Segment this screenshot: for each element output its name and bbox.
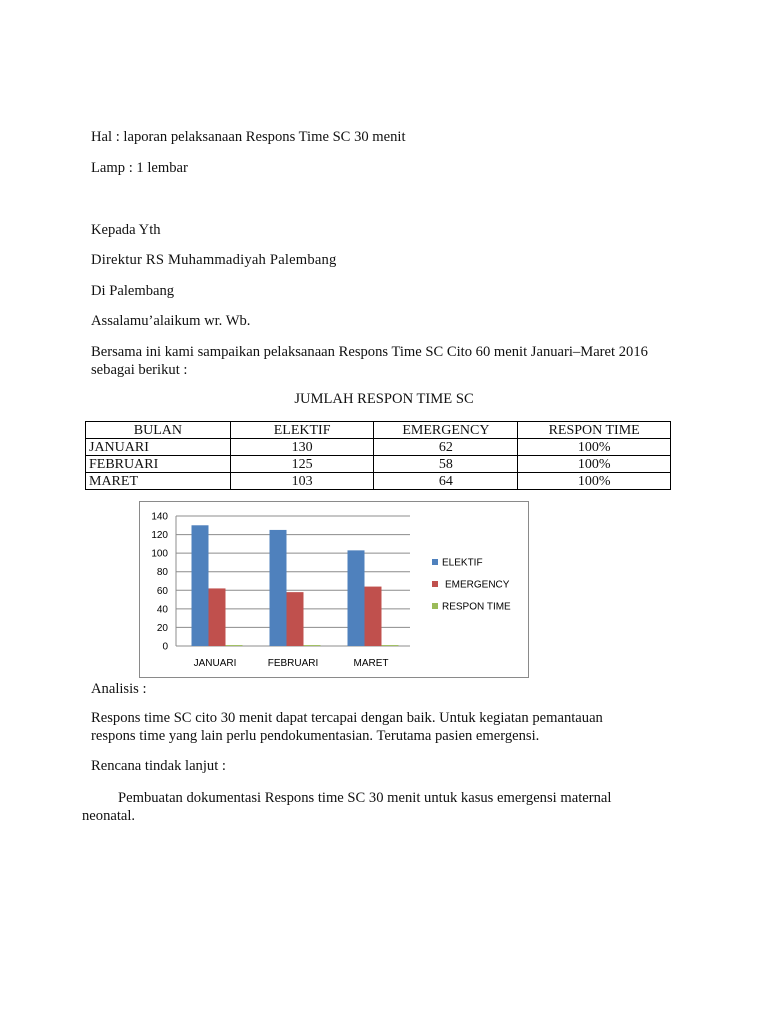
y-tick-label: 20 xyxy=(156,622,168,634)
analysis-text: Respons time SC cito 30 menit dapat tercapai dengan baik. Untuk kegiatan pemantauan respons time yang lain perlu pendokumentasian. Terutama pasien emergensi. xyxy=(91,710,603,744)
legend-swatch xyxy=(432,559,438,565)
y-tick-label: 0 xyxy=(162,641,168,653)
y-tick-label: 80 xyxy=(156,567,168,579)
bar-emergency xyxy=(287,592,304,646)
cell-emergency: 62 xyxy=(374,439,518,456)
table-row xyxy=(86,439,671,456)
response-time-table xyxy=(85,421,671,490)
analysis-heading: Analisis : xyxy=(91,681,147,697)
table-title: JUMLAH RESPON TIME SC xyxy=(294,391,474,407)
x-tick-label: MARET xyxy=(353,658,389,669)
y-tick-label: 120 xyxy=(151,530,168,542)
bar-respon-time xyxy=(226,645,243,646)
bar-emergency xyxy=(209,588,226,646)
header-bulan: BULAN xyxy=(86,422,231,439)
table-row xyxy=(86,473,671,490)
header-emergency: EMERGENCY xyxy=(374,422,518,439)
subject-line: Hal : laporan pelaksanaan Respons Time SC 30 menit xyxy=(91,129,406,145)
legend-label: EMERGENCY xyxy=(445,579,510,591)
recipient-greeting: Kepada Yth xyxy=(91,222,161,238)
y-tick-label: 100 xyxy=(151,548,168,560)
salutation: Assalamu’alaikum wr. Wb. xyxy=(91,313,251,329)
follow-up-heading: Rencana tindak lanjut : xyxy=(91,758,226,774)
cell-elektif: 125 xyxy=(230,456,374,473)
legend-label: RESPON TIME xyxy=(442,601,511,613)
bar-emergency xyxy=(365,587,382,646)
table-row xyxy=(86,456,671,473)
bar-elektif xyxy=(270,530,287,646)
cell-emergency: 58 xyxy=(374,456,518,473)
table-header-row xyxy=(86,422,671,439)
cell-respon-time: 100% xyxy=(518,439,671,456)
intro-paragraph: Bersama ini kami sampaikan pelaksanaan Respons Time SC Cito 60 menit Januari–Maret 2016 sebagai berikut : xyxy=(91,344,648,378)
y-tick-label: 140 xyxy=(151,511,168,523)
legend-label: ELEKTIF xyxy=(442,557,483,569)
cell-elektif: 103 xyxy=(230,473,374,490)
follow-up-text: Pembuatan dokumentasi Respons time SC 30 menit untuk kasus emergensi maternal neonatal. xyxy=(82,790,612,824)
bar-chart-svg xyxy=(140,502,528,677)
cell-month: JANUARI xyxy=(86,439,231,456)
attachment-line: Lamp : 1 lembar xyxy=(91,160,188,176)
recipient-name: Direktur RS Muhammadiyah Palembang xyxy=(91,252,337,268)
cell-month: MARET xyxy=(86,473,231,490)
y-tick-label: 40 xyxy=(156,604,168,616)
bar-respon-time xyxy=(382,645,399,646)
cell-month: FEBRUARI xyxy=(86,456,231,473)
cell-elektif: 130 xyxy=(230,439,374,456)
y-tick-label: 60 xyxy=(156,585,168,597)
bar-respon-time xyxy=(304,645,321,646)
legend-swatch xyxy=(432,581,438,587)
legend-swatch xyxy=(432,603,438,609)
cell-emergency: 64 xyxy=(374,473,518,490)
header-respon-time: RESPON TIME xyxy=(518,422,671,439)
bar-elektif xyxy=(348,550,365,646)
bar-elektif xyxy=(192,525,209,646)
x-tick-label: FEBRUARI xyxy=(267,658,319,669)
x-tick-label: JANUARI xyxy=(193,658,237,669)
cell-respon-time: 100% xyxy=(518,473,671,490)
recipient-location: Di Palembang xyxy=(91,283,175,299)
header-elektif: ELEKTIF xyxy=(230,422,374,439)
bar-chart xyxy=(139,501,529,678)
cell-respon-time: 100% xyxy=(518,456,671,473)
